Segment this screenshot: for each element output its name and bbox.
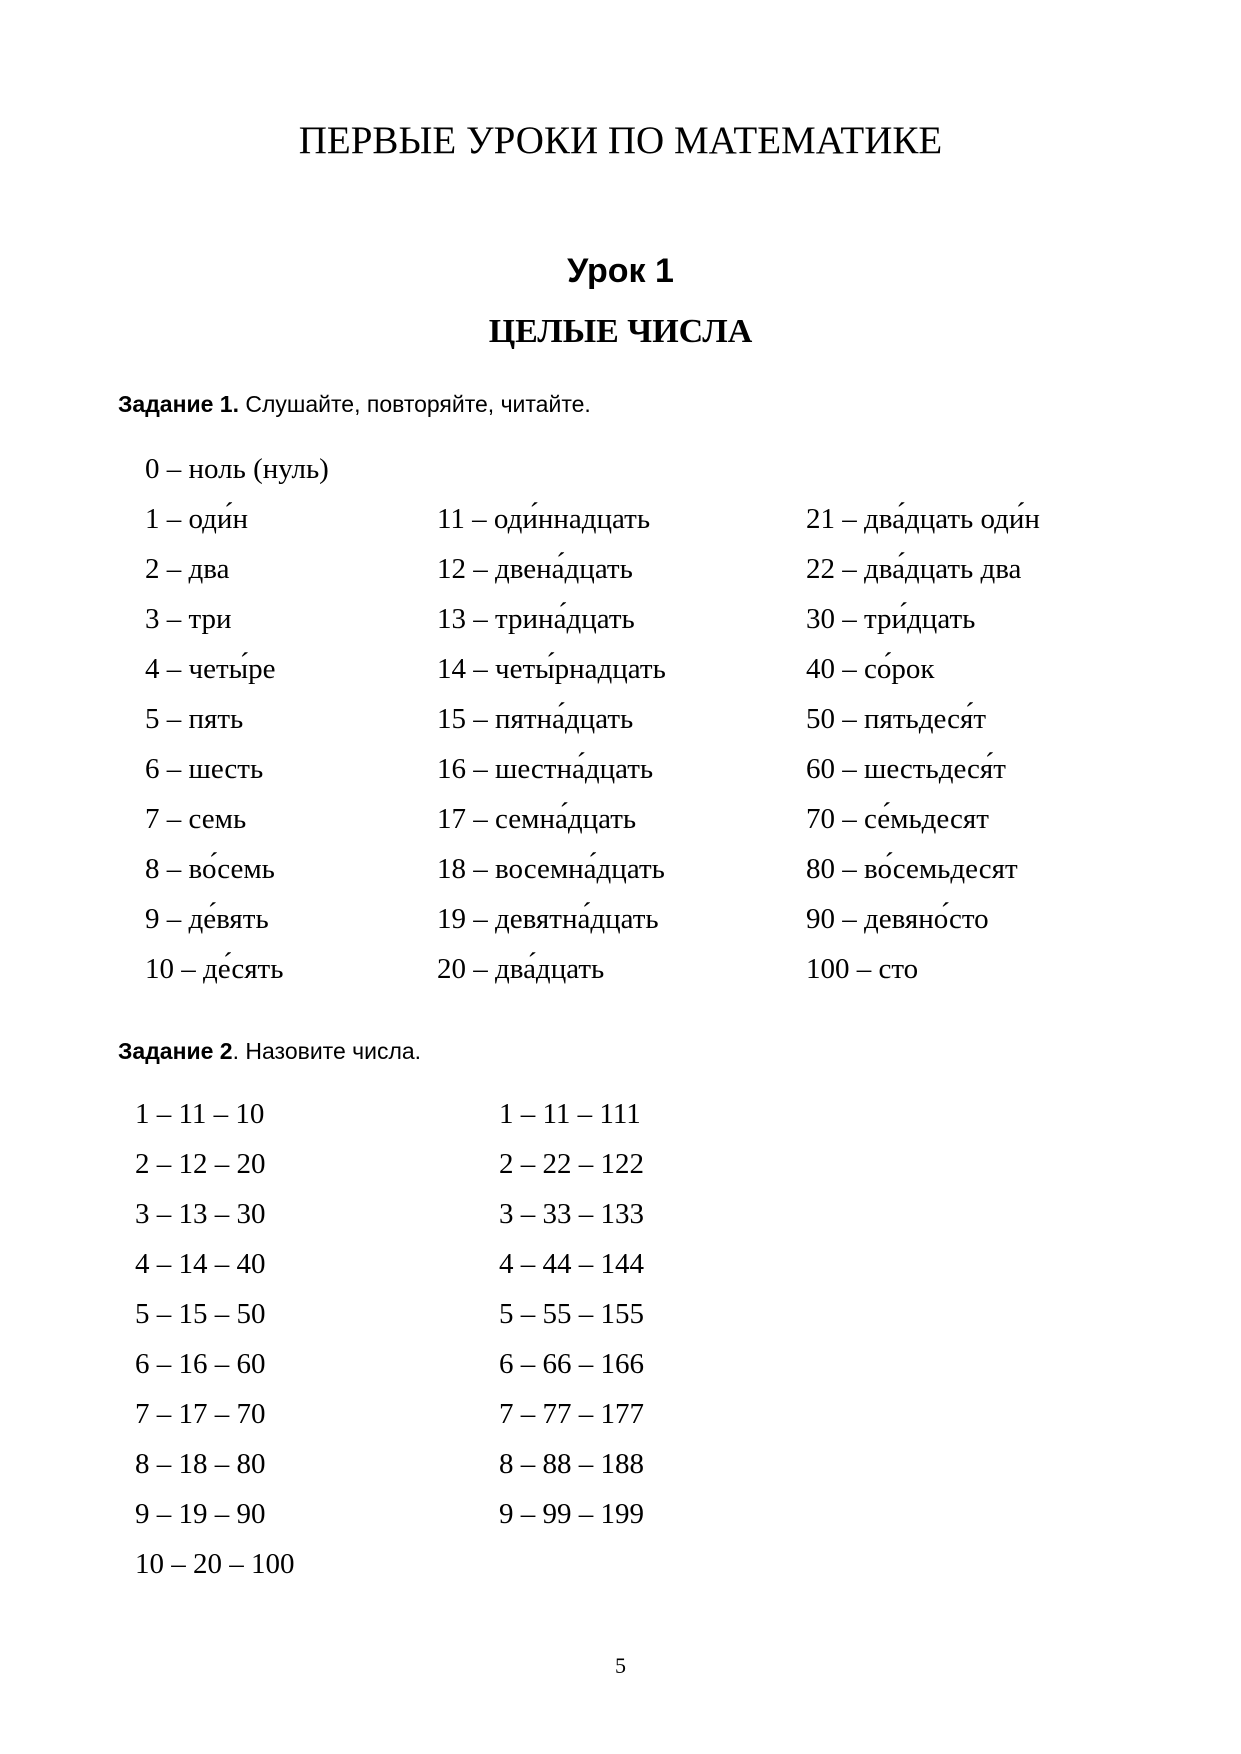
number-entry: 5 – пять [145,703,244,735]
number-entry: 4 – четы́ре [145,653,276,685]
number-entry: 50 – пятьдеся́т [806,703,986,735]
number-entry: 40 – со́рок [806,653,935,685]
number-entry: 13 – трина́дцать [437,603,635,635]
number-entry: 3 – три [145,603,232,635]
number-entry: 90 – девяно́сто [806,903,989,935]
number-entry: 9 – де́вять [145,903,269,935]
task1-instruction: Слушайте, повторяйте, читайте. [239,391,591,417]
page-number: 5 [615,1653,626,1678]
number-entry: 60 – шестьдеся́т [806,753,1006,785]
task2-column-1 [135,1089,295,1589]
number-entry: 12 – двена́дцать [437,553,633,585]
number-entry: 20 – два́дцать [437,953,605,985]
number-entry: 7 – семь [145,803,247,835]
task2-instruction: . Назовите числа. [232,1038,422,1064]
number-entry: 9 – 19 – 90 [135,1498,266,1530]
number-entry: 11 – оди́ннадцать [437,503,651,535]
number-entry: 100 – сто [806,953,919,985]
number-entry: 2 – два [145,553,230,585]
number-entry: 1 – 11 – 10 [135,1098,265,1130]
number-entry: 7 – 77 – 177 [499,1398,644,1430]
number-entry: 14 – четы́рнадцать [437,653,666,685]
number-entry: 10 – 20 – 100 [135,1548,295,1580]
number-entry: 2 – 12 – 20 [135,1148,266,1180]
number-entry: 6 – шесть [145,753,264,785]
number-entry: 21 – два́дцать оди́н [806,503,1040,535]
task1-heading [118,389,591,419]
book-title: ПЕРВЫЕ УРОКИ ПО МАТЕМАТИКЕ [298,119,943,162]
number-entry: 70 – се́мьдесят [806,803,989,835]
task2-column-2 [499,1089,644,1539]
number-entry: 22 – два́дцать два [806,553,1022,585]
number-entry: 10 – де́сять [145,953,284,985]
number-entry: 2 – 22 – 122 [499,1148,644,1180]
number-entry: 3 – 33 – 133 [499,1198,644,1230]
number-entry: 7 – 17 – 70 [135,1398,266,1430]
number-entry: 4 – 14 – 40 [135,1248,266,1280]
task1-label: Задание 1. [118,391,239,417]
number-entry: 18 – восемна́дцать [437,853,665,885]
number-entry: 9 – 99 – 199 [499,1498,644,1530]
number-entry: 17 – семна́дцать [437,803,637,835]
task2-heading [118,1036,421,1066]
number-entry: 8 – во́семь [145,853,275,885]
number-entry: 0 – ноль (нуль) [145,453,329,485]
number-entry: 5 – 15 – 50 [135,1298,266,1330]
number-entry: 16 – шестна́дцать [437,753,654,785]
number-entry: 19 – девятна́дцать [437,903,659,935]
number-entry: 15 – пятна́дцать [437,703,634,735]
lesson-topic: ЦЕЛЫЕ ЧИСЛА [488,313,753,350]
number-entry: 5 – 55 – 155 [499,1298,644,1330]
number-entry: 30 – три́дцать [806,603,976,635]
number-entry: 4 – 44 – 144 [499,1248,644,1280]
number-entry: 8 – 88 – 188 [499,1448,644,1480]
number-entry: 8 – 18 – 80 [135,1448,266,1480]
task2-label: Задание 2 [118,1038,233,1064]
task1-column-1 [145,444,329,994]
number-entry: 6 – 66 – 166 [499,1348,644,1380]
number-entry: 1 – 11 – 111 [499,1098,641,1130]
lesson-number: Урок 1 [567,252,674,290]
task1-column-2 [437,494,666,994]
number-entry: 6 – 16 – 60 [135,1348,266,1380]
task1-column-3 [806,494,1040,994]
number-entry: 80 – во́семьдесят [806,853,1018,885]
number-entry: 3 – 13 – 30 [135,1198,266,1230]
number-entry: 1 – оди́н [145,503,248,535]
